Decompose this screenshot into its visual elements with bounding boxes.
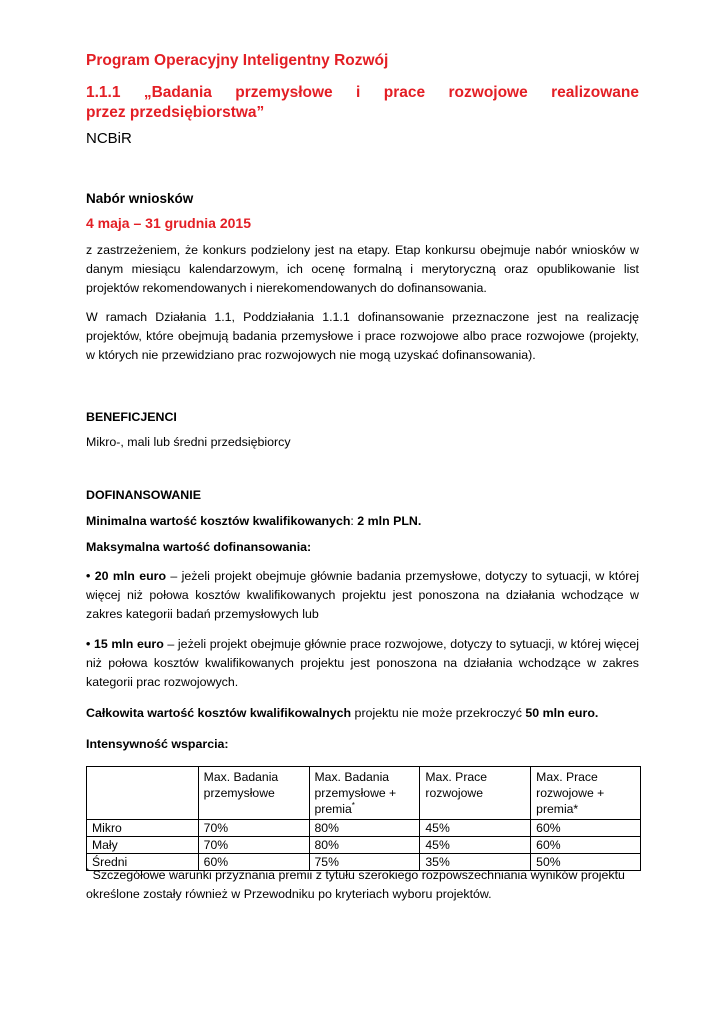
table-cell: Średni — [87, 854, 199, 871]
table-header-cell: Max. Prace rozwojowe — [420, 767, 531, 820]
footnote-star: * — [86, 866, 90, 876]
table-cell: Mały — [87, 837, 199, 854]
table-header-row — [87, 767, 641, 820]
call-paragraph-1: z zastrzeżeniem, że konkurs podzielony jest na etapy. Etap konkursu obejmuje nabór wniosków w danym miesiącu kalendarzowym, ich ocenę formalną i merytoryczną oraz opublikowanie list projektów rekomendowanych i nierekomendowanych do dofinansowania. — [86, 243, 639, 295]
min-costs-line — [86, 514, 421, 528]
program-title: Program Operacyjny Inteligentny Rozwój — [86, 52, 389, 69]
total-costs-label: Całkowita wartość kosztów kwalifikowalnych — [86, 706, 352, 720]
max-funding-label: Maksymalna wartość dofinansowania: — [86, 540, 312, 554]
table-cell: 60% — [198, 854, 309, 871]
bullet-1-amount: 20 mln euro — [94, 569, 167, 583]
intensity-heading: Intensywność wsparcia: — [86, 737, 229, 751]
table-cell: 60% — [531, 837, 641, 854]
total-costs-text: projektu nie może przekroczyć — [351, 706, 526, 720]
bullet-1-symbol: • — [86, 569, 91, 583]
measure-title-line1: 1.1.1 „Badania przemysłowe i prace rozwojowe realizowane — [86, 84, 639, 101]
footnote — [86, 866, 639, 904]
min-costs-separator: : — [350, 514, 358, 528]
table-cell: 80% — [309, 820, 420, 837]
bullet-2-amount: 15 mln euro — [93, 637, 164, 651]
min-costs-value: 2 mln PLN. — [357, 514, 422, 528]
bullet-item-2 — [86, 635, 639, 692]
bullet-2-symbol: • — [86, 637, 91, 651]
table-header-cell — [87, 767, 199, 820]
table-cell: 35% — [420, 854, 531, 871]
table-cell: 70% — [198, 837, 309, 854]
table-header-cell — [309, 767, 420, 820]
table-row — [87, 820, 641, 837]
min-costs-label: Minimalna wartość kosztów kwalifikowanych — [86, 514, 351, 528]
total-costs-line — [86, 706, 598, 720]
total-costs-value: 50 mln euro. — [525, 706, 599, 720]
table-header-text: Max. Badania przemysłowe + premia — [314, 770, 397, 816]
beneficiaries-heading: BENEFICJENCI — [86, 410, 177, 424]
footnote-marker: * — [351, 800, 355, 810]
call-paragraph-2: W ramach Działania 1.1, Poddziałania 1.1.1 dofinansowanie przeznaczone jest na realizację projektów, które obejmują badania przemysłowe i prace rozwojowe albo prace rozwojowe (projekty, w których nie przewidziano prac rozwojowych nie mogą uzyskać dofinansowania). — [86, 310, 639, 362]
beneficiaries-text: Mikro-, mali lub średni przedsiębiorcy — [86, 435, 291, 449]
table-cell: 70% — [198, 820, 309, 837]
table-cell: Mikro — [87, 820, 199, 837]
table-header-cell: Max. Badania przemysłowe — [198, 767, 309, 820]
table-cell: 50% — [531, 854, 641, 871]
table-cell: 45% — [420, 820, 531, 837]
table-row — [87, 837, 641, 854]
agency-name: NCBiR — [86, 130, 132, 147]
call-label: Nabór wniosków — [86, 191, 194, 206]
table-header-cell: Max. Prace rozwojowe + premia* — [531, 767, 641, 820]
footnote-text: Szczegółowe warunki przyznania premii z tytułu szerokiego rozpowszechniania wyników projektu określone zostały również w Przewodniku po kryteriach wyboru projektów. — [86, 868, 625, 901]
bullet-1-text: – jeżeli projekt obejmuje głównie badania przemysłowe, dotyczy to sytuacji, w której więcej niż połowa kosztów kwalifikowanych projektu jest ponoszona na działania wchodzące w zakres kategorii badań przemysłowych lub — [86, 569, 640, 621]
measure-title-line2: przez przedsiębiorstwa” — [86, 104, 265, 121]
bullet-2-text: – jeżeli projekt obejmuje głównie prace rozwojowe, dotyczy to sytuacji, w której więcej niż połowa kosztów kwalifikowanych projektu jest ponoszona na działania wchodzące w zakres kategorii prac rozwojowych. — [86, 637, 640, 689]
table-cell: 80% — [309, 837, 420, 854]
call-dates: 4 maja – 31 grudnia 2015 — [86, 215, 251, 231]
table-cell: 60% — [531, 820, 641, 837]
funding-heading: DOFINANSOWANIE — [86, 488, 201, 502]
intensity-table — [86, 766, 641, 871]
table-cell: 75% — [309, 854, 420, 871]
table-cell: 45% — [420, 837, 531, 854]
bullet-item-1 — [86, 567, 639, 624]
